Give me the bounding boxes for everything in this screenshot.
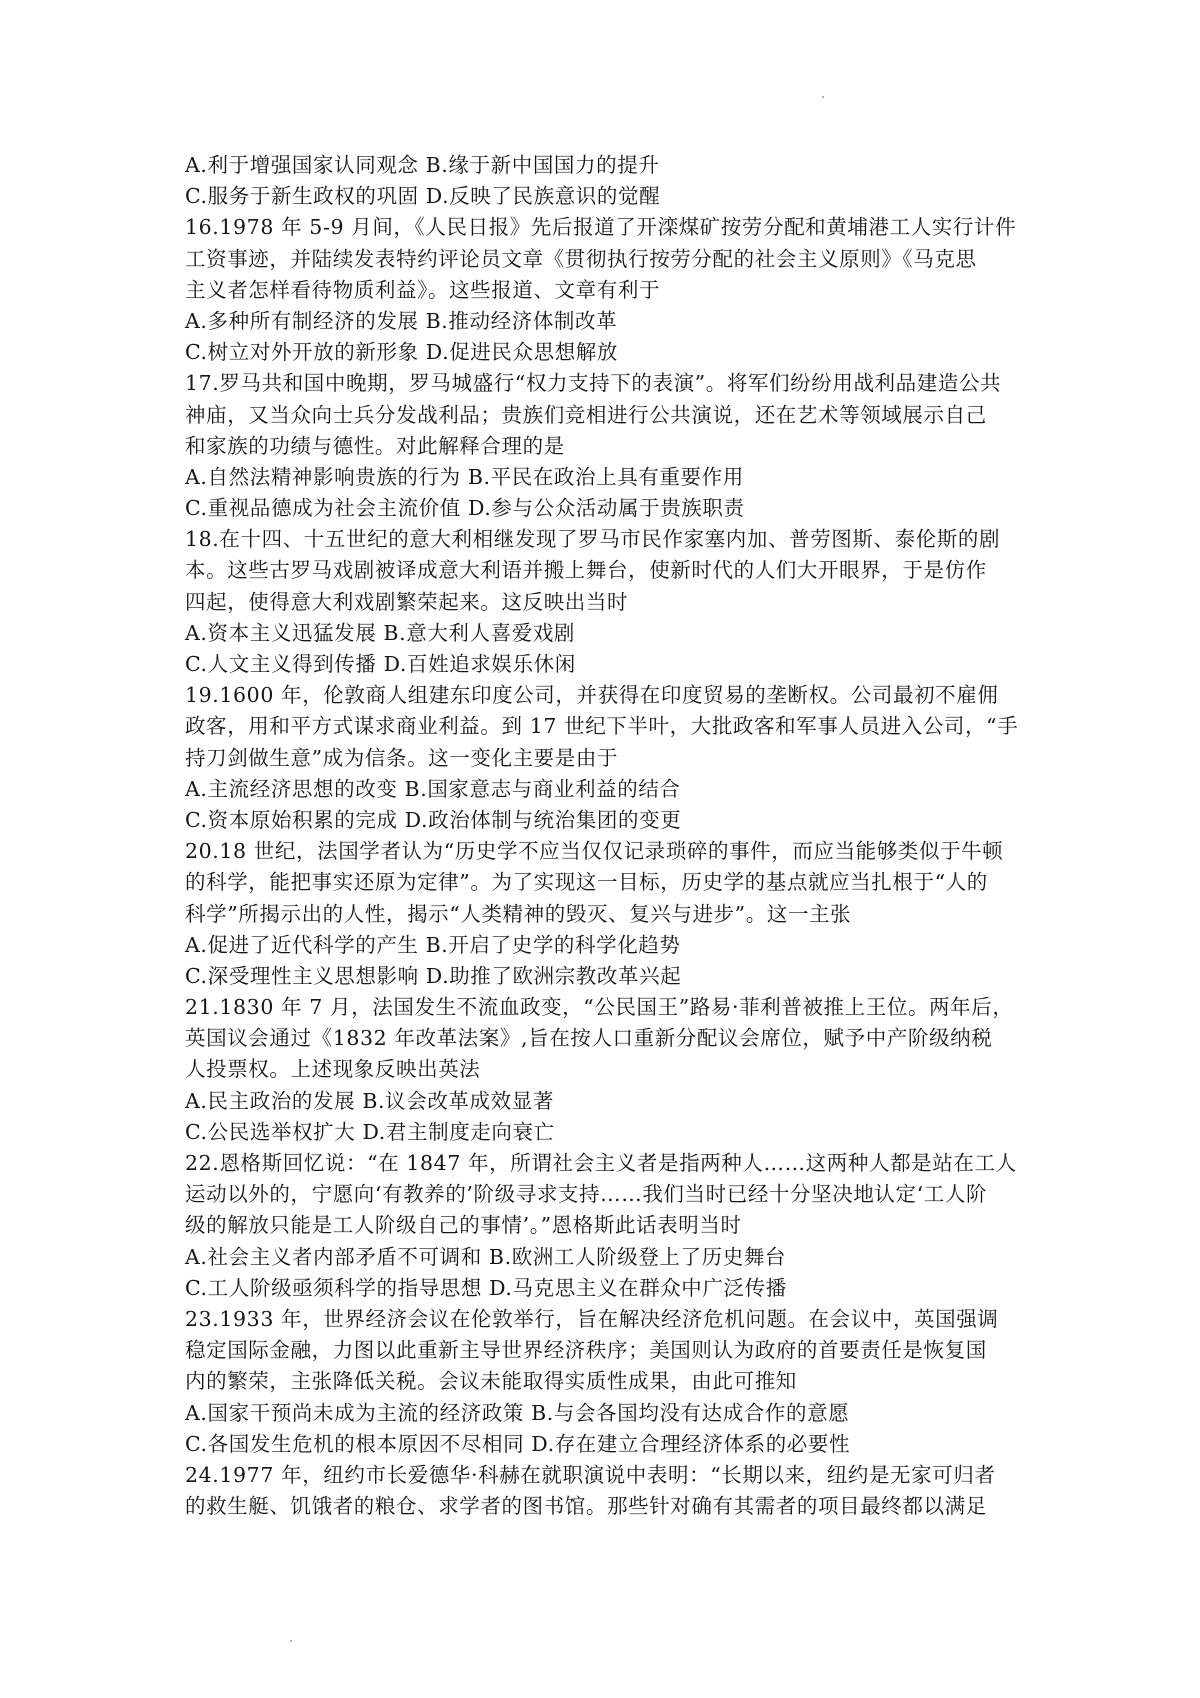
text-line: A.多种所有制经济的发展 B.推动经济体制改革 <box>185 308 618 333</box>
text-line: 20.18 世纪，法国学者认为“历史学不应当仅仅记录琐碎的事件，而应当能够类似于牛顿 <box>185 839 1004 864</box>
text-line: A.资本主义迅猛发展 B.意大利人喜爱戏剧 <box>185 620 576 645</box>
text-line: C.重视品德成为社会主流价值 D.参与公众活动属于贵族职责 <box>185 496 745 521</box>
text-line: 人投票权。上述现象反映出英法 <box>185 1057 481 1082</box>
text-line: 级的解放只能是工人阶级自己的事情’。”恩格斯此话表明当时 <box>185 1213 742 1238</box>
text-line: 本。这些古罗马戏剧被译成意大利语并搬上舞台，使新时代的人们大开眼界，于是仿作 <box>185 558 987 583</box>
text-line: A.国家干预尚未成为主流的经济政策 B.与会各国均没有达成合作的意愿 <box>185 1400 850 1425</box>
text-line: A.民主政治的发展 B.议会改革成效显著 <box>185 1088 554 1113</box>
text-line: 科学”所揭示出的人性，揭示“人类精神的毁灭、复兴与进步”。这一主张 <box>185 901 852 926</box>
text-line: 内的繁荣，主张降低关税。会议未能取得实质性成果，由此可推知 <box>185 1369 797 1394</box>
text-line: 持刀剑做生意”成为信条。这一变化主要是由于 <box>185 745 619 770</box>
text-line: A.主流经济思想的改变 B.国家意志与商业利益的结合 <box>185 776 681 801</box>
text-line: 主义者怎样看待物质利益》。这些报道、文章有利于 <box>185 277 661 302</box>
text-line: 的救生艇、饥饿者的粮仓、求学者的图书馆。那些针对确有其需者的项目最终都以满足 <box>185 1494 987 1519</box>
text-line: 23.1933 年，世界经济会议在伦敦举行，旨在解决经济危机问题。在会议中，英国强调 <box>185 1306 999 1331</box>
text-line: A.自然法精神影响贵族的行为 B.平民在政治上具有重要作用 <box>185 464 744 489</box>
text-line: C.深受理性主义思想影响 D.助推了欧洲宗教改革兴起 <box>185 963 682 988</box>
text-line: C.资本原始积累的完成 D.政治体制与统治集团的变更 <box>185 807 682 832</box>
text-line: C.树立对外开放的新形象 D.促进民众思想解放 <box>185 340 619 365</box>
text-line: C.各国发生危机的根本原因不尽相同 D.存在建立合理经济体系的必要性 <box>185 1431 851 1456</box>
text-line: 19.1600 年，伦敦商人组建东印度公司，并获得在印度贸易的垄断权。公司最初不雇佣 <box>185 683 999 708</box>
text-line: 17.罗马共和国中晚期，罗马城盛行“权力支持下的表演”。将军们纷纷用战利品建造公共 <box>185 371 1002 396</box>
text-line: 的科学，能把事实还原为定律”。为了实现这一目标，历史学的基点就应当扎根于“人的 <box>185 870 988 895</box>
text-line: 18.在十四、十五世纪的意大利相继发现了罗马市民作家塞内加、普劳图斯、泰伦斯的剧 <box>185 527 1001 552</box>
text-line: 四起，使得意大利戏剧繁荣起来。这反映出当时 <box>185 589 629 614</box>
text-line: 稳定国际金融，力图以此重新主导世界经济秩序；美国则认为政府的首要责任是恢复国 <box>185 1338 987 1363</box>
text-line: 和家族的功绩与德性。对此解释合理的是 <box>185 433 565 458</box>
text-line: 16.1978 年 5-9 月间，《人民日报》先后报道了开滦煤矿按劳分配和黄埔港工人实行计件 <box>185 215 1017 240</box>
text-line: C.服务于新生政权的巩固 D.反映了民族意识的觉醒 <box>185 184 661 209</box>
text-line: A.利于增强国家认同观念 B.缘于新中国国力的提升 <box>185 153 660 177</box>
scan-speck <box>290 1640 292 1642</box>
text-line: A.社会主义者内部矛盾不可调和 B.欧洲工人阶级登上了历史舞台 <box>185 1244 787 1269</box>
text-line: 21.1830 年 7 月，法国发生不流血政变，“公民国王”路易·菲利普被推上王位。两年后， <box>185 995 1014 1020</box>
text-line: 政客，用和平方式谋求商业利益。到 17 世纪下半叶，大批政客和军事人员进入公司，“手 <box>185 714 1019 739</box>
question-text-block <box>185 150 1030 1522</box>
text-line: 神庙，又当众向士兵分发战利品；贵族们竞相进行公共演说，还在艺术等领域展示自己 <box>185 402 987 427</box>
text-line: 24.1977 年，纽约市长爱德华·科赫在就职演说中表明：“长期以来，纽约是无家可归者 <box>185 1462 996 1487</box>
text-line: 22.恩格斯回忆说：“在 1847 年，所谓社会主义者是指两种人……这两种人都是站在工人 <box>185 1151 1017 1175</box>
text-line: 英国议会通过《1832 年改革法案》,旨在按人口重新分配议会席位，赋予中产阶级纳税 <box>185 1026 993 1051</box>
text-line: C.工人阶级亟须科学的指导思想 D.马克思主义在群众中广泛传播 <box>185 1275 787 1300</box>
text-line: C.人文主义得到传播 D.百姓追求娱乐休闲 <box>185 652 576 676</box>
text-line: A.促进了近代科学的产生 B.开启了史学的科学化趋势 <box>185 932 681 957</box>
text-line: 运动以外的，宁愿向‘有教养的’阶级寻求支持……我们当时已经十分坚决地认定‘工人阶 <box>185 1182 988 1207</box>
text-line: 工资事迹，并陆续发表特约评论员文章《贯彻执行按劳分配的社会主义原则》《马克思 <box>185 246 977 271</box>
scan-speck <box>822 96 824 98</box>
text-line: C.公民选举权扩大 D.君主制度走向衰亡 <box>185 1119 555 1144</box>
